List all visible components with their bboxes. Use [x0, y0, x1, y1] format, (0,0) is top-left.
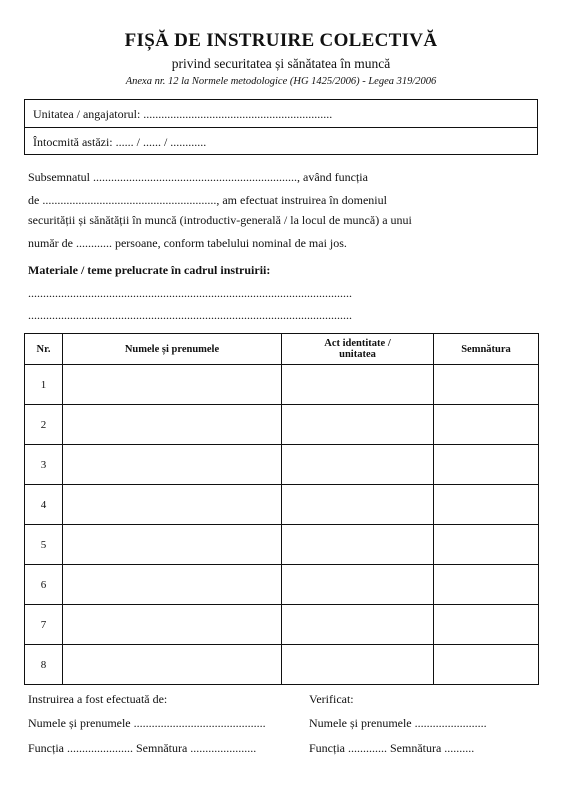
name-cell[interactable]: [63, 405, 282, 445]
materials-line-1[interactable]: ............................................................................................................: [28, 286, 352, 300]
statement-line-2: de .........................................................., am efectuat instruirea în domeniul: [28, 193, 387, 207]
signature-cell[interactable]: [434, 445, 539, 485]
id-cell[interactable]: [282, 485, 434, 525]
id-cell[interactable]: [282, 525, 434, 565]
row-number: 1: [25, 365, 63, 405]
employer-info-box: [24, 99, 538, 155]
header-id-line-1: Act identitate /: [324, 338, 391, 349]
legal-reference: Anexa nr. 12 la Normele metodologice (HG 1425/2006) - Legea 319/2006: [125, 76, 437, 87]
date-field[interactable]: Întocmită astăzi: ...... / ...... / ............: [33, 135, 207, 149]
table-row: [25, 365, 539, 405]
row-number: 5: [25, 525, 63, 565]
signature-cell[interactable]: [434, 485, 539, 525]
trainer-heading: Instruirea a fost efectuată de:: [28, 692, 168, 706]
table-row: [25, 525, 539, 565]
signature-cell[interactable]: [434, 645, 539, 685]
verifier-function-signature-field[interactable]: Funcția ............. Semnătura ..........: [309, 741, 475, 755]
header-nr: Nr.: [25, 334, 63, 365]
name-cell[interactable]: [63, 525, 282, 565]
id-cell[interactable]: [282, 645, 434, 685]
header-id-line-2: unitatea: [339, 349, 376, 360]
row-number: 7: [25, 605, 63, 645]
signature-cell[interactable]: [434, 365, 539, 405]
statement-line-1: Subsemnatul ...................................................................., având funcția: [28, 170, 368, 184]
materials-heading: Materiale / teme prelucrate în cadrul instruirii:: [28, 263, 271, 277]
trainer-name-field[interactable]: Numele și prenumele ............................................: [28, 716, 266, 730]
table-row: [25, 565, 539, 605]
trainer-function-signature-field[interactable]: Funcția ...................... Semnătura ......................: [28, 741, 257, 755]
name-cell[interactable]: [63, 365, 282, 405]
table-row: [25, 445, 539, 485]
info-box-divider: [25, 127, 537, 128]
row-number: 8: [25, 645, 63, 685]
signature-cell[interactable]: [434, 405, 539, 445]
name-cell[interactable]: [63, 645, 282, 685]
header-signature: Semnătura: [434, 334, 539, 365]
row-number: 2: [25, 405, 63, 445]
id-cell[interactable]: [282, 605, 434, 645]
signature-cell[interactable]: [434, 565, 539, 605]
document-title: FIȘĂ DE INSTRUIRE COLECTIVĂ: [124, 30, 438, 51]
table-row: [25, 645, 539, 685]
name-cell[interactable]: [63, 445, 282, 485]
id-cell[interactable]: [282, 565, 434, 605]
attendance-table: [24, 333, 539, 685]
statement-line-4: număr de ............ persoane, conform tabelului nominal de mai jos.: [28, 236, 347, 250]
id-cell[interactable]: [282, 365, 434, 405]
header-id: [282, 334, 434, 365]
table-row: [25, 485, 539, 525]
name-cell[interactable]: [63, 605, 282, 645]
materials-line-2[interactable]: ............................................................................................................: [28, 308, 352, 322]
id-cell[interactable]: [282, 405, 434, 445]
header-name: Numele și prenumele: [63, 334, 282, 365]
row-number: 6: [25, 565, 63, 605]
row-number: 4: [25, 485, 63, 525]
id-cell[interactable]: [282, 445, 434, 485]
verifier-heading: Verificat:: [309, 692, 354, 706]
name-cell[interactable]: [63, 485, 282, 525]
signature-cell[interactable]: [434, 605, 539, 645]
name-cell[interactable]: [63, 565, 282, 605]
table-row: [25, 405, 539, 445]
verifier-name-field[interactable]: Numele și prenumele ........................: [309, 716, 487, 730]
row-number: 3: [25, 445, 63, 485]
document-subtitle: privind securitatea și sănătatea în muncă: [171, 56, 391, 71]
employer-field[interactable]: Unitatea / angajatorul: ...............................................................: [33, 107, 333, 121]
signature-cell[interactable]: [434, 525, 539, 565]
table-row: [25, 605, 539, 645]
table-header-row: [25, 334, 539, 365]
statement-line-3: securității și sănătății în muncă (introductiv-generală / la locul de muncă) a unui: [28, 213, 412, 227]
